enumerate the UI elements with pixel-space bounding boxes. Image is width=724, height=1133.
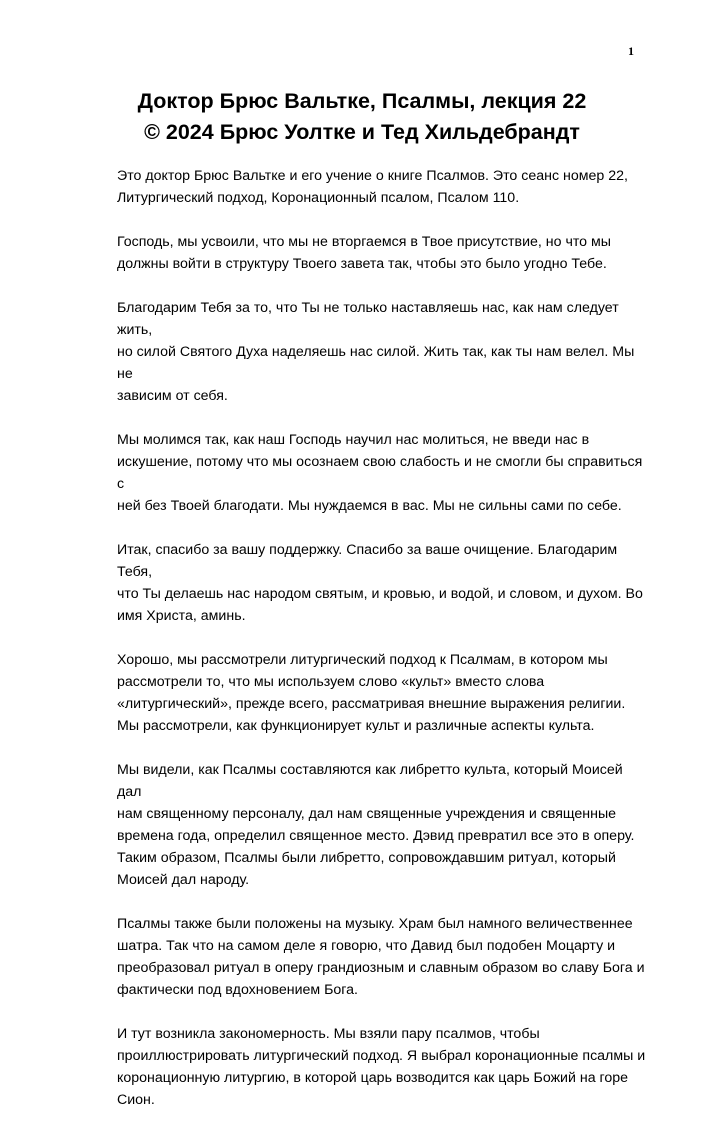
paragraph: Итак, спасибо за вашу поддержку. Спасибо за ваше очищение. Благодарим Тебя, что Ты делаешь нас народом святым, и кровью, и водой, и словом, и духом. Во имя Христа, аминь. <box>117 542 643 624</box>
paragraph: Господь, мы усвоили, что мы не вторгаемся в Твое присутствие, но что мы должны войти в структуру Твоего завета так, чтобы это было угодно Тебе. <box>117 234 611 272</box>
page-number: 1 <box>628 44 634 58</box>
document-body <box>117 165 647 1133</box>
paragraph: Мы видели, как Псалмы составляются как либретто культа, который Моисей дал нам священному персоналу, дал нам священные учреждения и священные времена года, определил священное место. Дэвид превратил все это в оперу. Таким образом, Псалмы были либретто, сопровождавшим ритуал, который Моисей дал народу. <box>117 762 635 888</box>
paragraph: Благодарим Тебя за то, что Ты не только наставляешь нас, как нам следует жить, но силой Святого Духа наделяешь нас силой. Жить так, как ты нам велел. Мы не зависим от себя. <box>117 300 635 404</box>
paragraph: Это доктор Брюс Вальтке и его учение о книге Псалмов. Это сеанс номер 22, Литургический подход, Коронационный псалом, Псалом 110. <box>117 168 628 206</box>
paragraph: Псалмы также были положены на музыку. Храм был намного величественнее шатра. Так что на самом деле я говорю, что Давид был подобен Моцарту и преобразовал ритуал в оперу грандиозным и славным образом во славу Бога и фактически под вдохновением Бога. <box>117 916 645 998</box>
page-title <box>0 86 724 148</box>
paragraph: Хорошо, мы рассмотрели литургический подход к Псалмам, в котором мы рассмотрели то, что мы используем слово «культ» вместо слова «литургический», прежде всего, рассматривая внешние выражения религии. Мы рассмотрели, как функционирует культ и различные аспекты культа. <box>117 652 626 734</box>
paragraph: Мы молимся так, как наш Господь научил нас молиться, не введи нас в искушение, потому что мы осознаем свою слабость и не смогли бы справиться с ней без Твоей благодати. Мы нуждаемся в вас. Мы не сильны сами по себе. <box>117 432 643 514</box>
title-line-1: Доктор Брюс Вальтке, Псалмы, лекция 22 <box>137 89 587 113</box>
paragraph: И тут возникла закономерность. Мы взяли пару псалмов, чтобы проиллюстрировать литургический подход. Я выбрал коронационные псалмы и коронационную литургию, в которой царь возводится как царь Божий на горе Сион. <box>117 1026 646 1108</box>
title-line-2: © 2024 Брюс Уолтке и Тед Хильдебрандт <box>144 120 580 144</box>
